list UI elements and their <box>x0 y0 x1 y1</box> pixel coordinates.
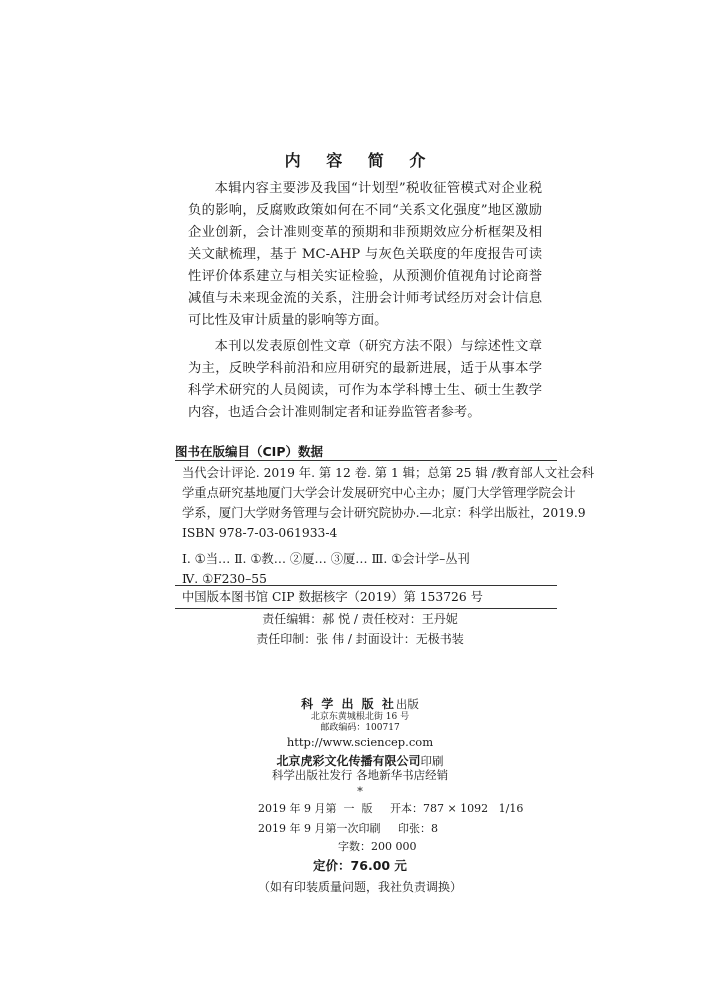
editors-line-2: 责任印制：张 伟 / 封面设计：无极书装 <box>256 632 464 646</box>
distribution-line: 科学出版社发行 各地新华书店经销 <box>271 768 449 782</box>
publisher-url: http://www.sciencep.com <box>286 735 434 749</box>
synopsis-paragraph: 本辑内容主要涉及我国“计划型”税收征管模式对企业税负的影响，反腐败政策如何在不同“关系文化强度”地区激励企业创新，会计准则变革的预期和非预期效应分析框架及相关文献梳理，基于 MC-AHP 与灰色关联度的年度报告可读性评价体系建立与相关实证检验，从预测价值视角讨论商誉减值与未来现金流的关系，注册会计师考试经历对会计信息可比性及审计质量的影响等方面。 <box>188 181 542 328</box>
synopsis-body <box>188 178 542 424</box>
cip-line: Ⅳ. ①F230–55 <box>182 572 267 586</box>
wordcount-line: 字数：200 000 <box>338 840 417 853</box>
cip-line: 学重点研究基地厦门大学会计发展研究中心主办；厦门大学管理学院会计 <box>182 486 576 500</box>
publisher-line <box>0 693 720 713</box>
cip-mid-rule <box>175 585 557 586</box>
edition-line: 2019 年 9 月第 一 版 开本：787 × 1092 1/16 <box>258 802 524 815</box>
cip-line: 学系，厦门大学财务管理与会计研究院协办.—北京：科学出版社，2019.9 <box>182 506 586 520</box>
publisher-address: 北京东黄城根北街 16 号 <box>310 712 410 722</box>
printer-suffix: 印刷 <box>420 754 444 768</box>
publisher-postcode: 邮政编码：100717 <box>320 723 400 733</box>
quality-notice: （如有印装质量问题，我社负责调换） <box>257 880 462 894</box>
cip-line: Ⅰ. ①当… Ⅱ. ①教… ②厦… ③厦… Ⅲ. ①会计学–丛刊 <box>182 552 470 566</box>
cip-record: 中国版本图书馆 CIP 数据核字（2019）第 153726 号 <box>182 590 483 604</box>
cip-line: ISBN 978-7-03-061933-4 <box>182 526 338 540</box>
cip-top-rule <box>175 460 557 461</box>
price-line: 定价：76.00 元 <box>313 858 407 873</box>
synopsis-paragraph: 本刊以发表原创性文章（研究方法不限）与综述性文章为主，反映学科前沿和应用研究的最新进展，适于从事本学科学术研究的人员阅读，可作为本学科博士生、硕士生教学内容，也适合会计准则制定者和证券监管者参考。 <box>188 339 542 420</box>
cip-block <box>182 463 595 589</box>
printer-name: 北京虎彩文化传播有限公司 <box>276 754 421 768</box>
synopsis-title: 内 容 简 介 <box>284 151 436 170</box>
publisher-name: 科 学 出 版 社 <box>301 697 396 711</box>
cip-line: 当代会计评论. 2019 年. 第 12 卷. 第 1 辑；总第 25 辑 /教育部人文社会科 <box>182 466 595 480</box>
star-separator: * <box>357 784 363 798</box>
editors-line-1: 责任编辑：郝 悦 / 责任校对：王丹妮 <box>262 612 458 626</box>
publisher-name-suffix: 出版 <box>395 697 419 711</box>
printing-line: 2019 年 9 月第一次印刷 印张：8 <box>258 822 438 835</box>
cip-heading: 图书在版编目（CIP）数据 <box>175 444 323 459</box>
